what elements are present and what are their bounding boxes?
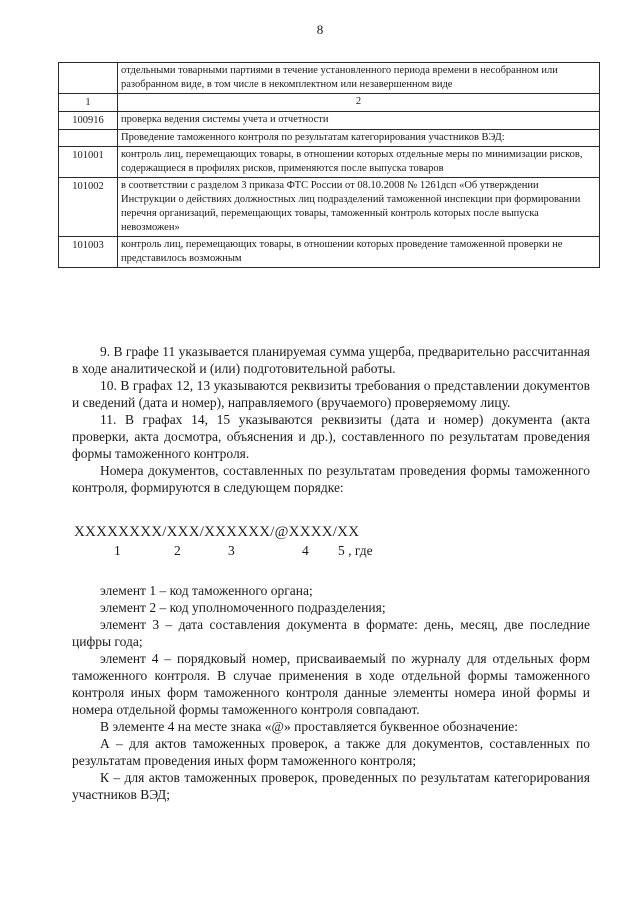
table-cell-code: 101003 (59, 237, 118, 268)
element-3-description: элемент 3 – дата составления документа в формате: день, месяц, две последние цифры года; (72, 617, 590, 649)
table-cell-text: проверка ведения системы учета и отчетности (118, 112, 600, 130)
table-row (59, 147, 600, 178)
paragraph-10: 10. В графах 12, 13 указываются реквизиты требования о представлении документов и сведений (дата и номер), направляемого (вручаемого) проверяемому лицу. (72, 378, 590, 410)
table-header-row (59, 94, 600, 112)
table-row (59, 112, 600, 130)
element-1-description: элемент 1 – код таможенного органа; (100, 583, 313, 598)
numbering-intro: Номера документов, составленных по результатам проведения формы таможенного контроля, формируются в следующем порядке: (72, 463, 590, 495)
element-index-2: 2 (174, 543, 181, 558)
table-cell-code: 101002 (59, 178, 118, 237)
table-cell-text: контроль лиц, перемещающих товары, в отношении которых проведение таможенной проверки не представилось возможным (118, 237, 600, 268)
table-header-col1: 1 (59, 94, 118, 112)
paragraph-9: 9. В графе 11 указывается планируемая сумма ущерба, предварительно рассчитанная в ходе аналитической и (или) подготовительной работы. (72, 344, 590, 376)
table-header-col2: 2 (118, 94, 600, 112)
table-cell-code (59, 130, 118, 147)
element-2-description: элемент 2 – код уполномоченного подразделения; (100, 600, 386, 615)
page-number: 8 (316, 22, 324, 37)
letter-a-description: А – для актов таможенных проверок, а также для документов, составленных по результатам проведения иных форм таможенного контроля; (72, 736, 590, 768)
table-row (59, 63, 600, 94)
table-row (59, 130, 600, 147)
table-row (59, 178, 600, 237)
table-cell-text: Проведение таможенного контроля по результатам категорирования участников ВЭД: (118, 130, 600, 147)
element-4-description: элемент 4 – порядковый номер, присваиваемый по журналу для отдельных форм таможенного контроля. В случае применения в ходе отдельной формы таможенного контроля иных форм таможенного контроля данные элементы номера иной формы и номера отдельной формы таможенного контроля совпадают. (72, 651, 590, 717)
document-body (72, 343, 590, 803)
element-index-4: 4 (302, 543, 309, 558)
table-cell-code (59, 63, 118, 94)
number-format-positions (72, 542, 590, 560)
table-cell-code: 100916 (59, 112, 118, 130)
table-cell-text: контроль лиц, перемещающих товары, в отношении которых отдельные меры по минимизации рисков, содержащиеся в профилях рисков, применяются после выпуска товаров (118, 147, 600, 178)
letter-k-description: К – для актов таможенных проверок, проведенных по результатам категорирования участников ВЭД; (72, 770, 590, 802)
table-cell-text: отдельными товарными партиями в течение установленного периода времени в несобранном или разобранном виде, в том числе в некомплектном или незавершенном виде (118, 63, 600, 94)
element-index-5: 5 , где (338, 543, 373, 558)
table-cell-code: 101001 (59, 147, 118, 178)
paragraph-11: 11. В графах 14, 15 указываются реквизиты (дата и номер) документа (акта проверки, акта досмотра, объяснения и др.), составленного по результатам проведения формы таможенного контроля. (72, 412, 590, 461)
table-cell-text: в соответствии с разделом 3 приказа ФТС России от 08.10.2008 № 1261дсп «Об утверждении Инструкции о действиях должностных лиц подразделений таможенной инспекции при формировании перечня организаций, перемещающих товары, таможенный контроль которых после выпуска невозможен» (118, 178, 600, 237)
table-row (59, 237, 600, 268)
codes-table (58, 62, 600, 268)
element-index-1: 1 (114, 543, 121, 558)
number-format-template: XXXXXXXX/XXX/XXXXXX/@XXXX/XX (74, 524, 360, 540)
at-sign-note: В элементе 4 на месте знака «@» проставляется буквенное обозначение: (100, 719, 519, 734)
element-index-3: 3 (228, 543, 235, 558)
